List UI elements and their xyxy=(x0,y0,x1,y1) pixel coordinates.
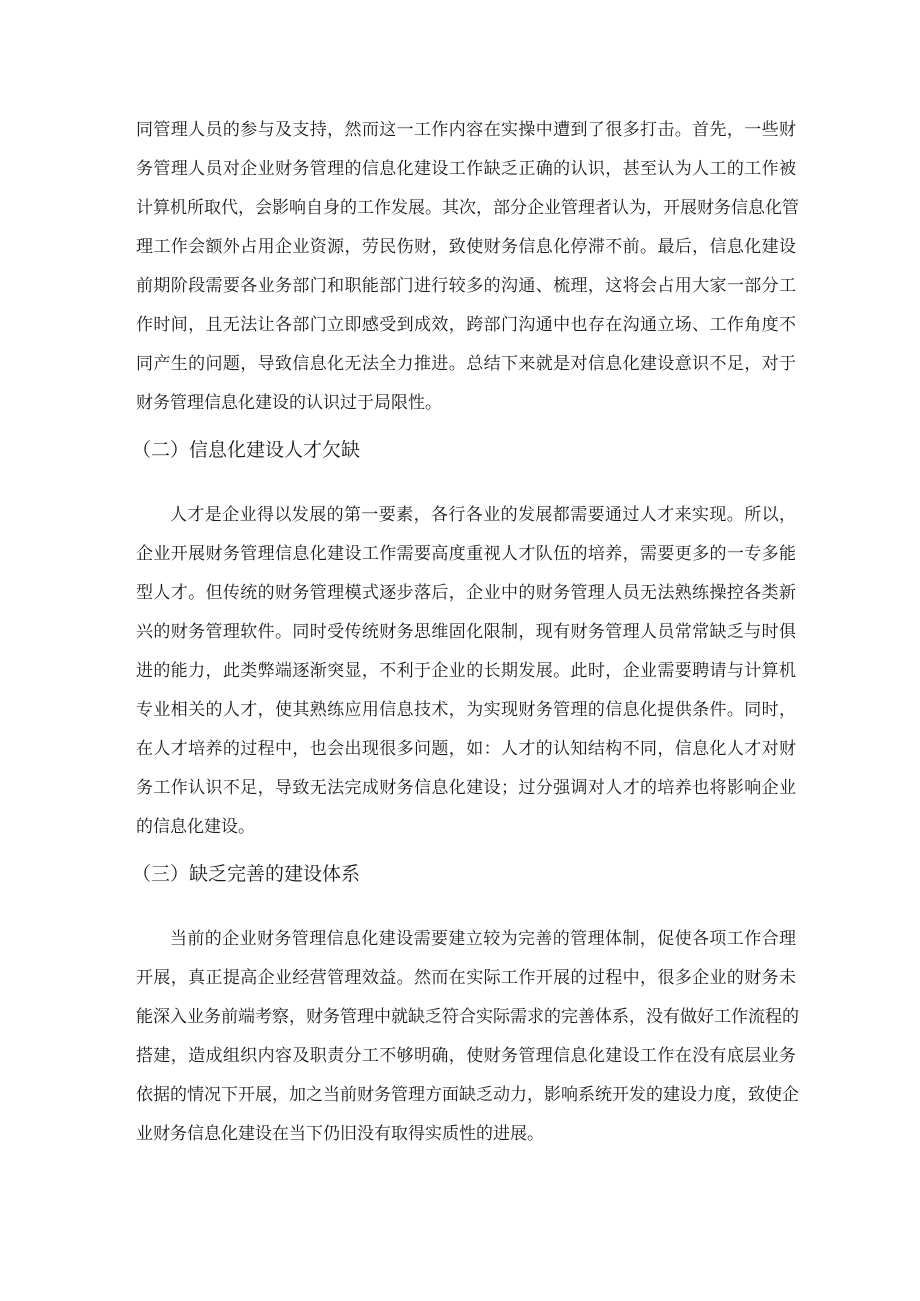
paragraph-line: 进的能力，此类弊端逐渐突显，不利于企业的长期发展。此时，企业需要聘请与计算机 xyxy=(136,661,796,681)
paragraph-line: 同管理人员的参与及支持，然而这一工作内容在实操中遭到了很多打击。首先，一些财 xyxy=(136,120,796,140)
paragraph-line: 开展，真正提高企业经营管理效益。然而在实际工作开展的过程中，很多企业的财务未 xyxy=(136,968,796,988)
paragraph-line: 当前的企业财务管理信息化建设需要建立较为完善的管理体制，促使各项工作合理 xyxy=(170,929,796,949)
paragraph-line: 务管理人员对企业财务管理的信息化建设工作缺乏正确的认识，甚至认为人工的工作被 xyxy=(136,159,796,179)
paragraph-line: 财务管理信息化建设的认识过于局限性。 xyxy=(136,393,442,413)
paragraph-line: 企业开展财务管理信息化建设工作需要高度重视人才队伍的培养，需要更多的一专多能 xyxy=(136,544,796,564)
paragraph-line: 前期阶段需要各业务部门和职能部门进行较多的沟通、梳理，这将会占用大家一部分工 xyxy=(136,276,796,296)
paragraph-line: 计算机所取代，会影响自身的工作发展。其次，部分企业管理者认为，开展财务信息化管 xyxy=(136,198,799,218)
paragraph-line: 人才是企业得以发展的第一要素，各行各业的发展都需要通过人才来实现。所以， xyxy=(170,505,796,525)
paragraph-line: 能深入业务前端考察，财务管理中就缺乏符合实际需求的完善体系，没有做好工作流程的 xyxy=(136,1007,799,1027)
paragraph-line: 兴的财务管理软件。同时受传统财务思维固化限制，现有财务管理人员常常缺乏与时俱 xyxy=(136,622,796,642)
paragraph-line: 专业相关的人才，使其熟练应用信息技术，为实现财务管理的信息化提供条件。同时， xyxy=(136,700,796,720)
paragraph-line: 在人才培养的过程中，也会出现很多问题，如：人才的认知结构不同，信息化人才对财 xyxy=(136,739,796,759)
section-heading-2: （二）信息化建设人才欠缺 xyxy=(132,439,361,461)
paragraph-line: 作时间，且无法让各部门立即感受到成效，跨部门沟通中也存在沟通立场、工作角度不 xyxy=(136,315,796,335)
section-heading-3: （三）缺乏完善的建设体系 xyxy=(132,863,361,885)
paragraph-line: 务工作认识不足，导致无法完成财务信息化建设；过分强调对人才的培养也将影响企业 xyxy=(136,778,796,798)
paragraph-line: 同产生的问题，导致信息化无法全力推进。总结下来就是对信息化建设意识不足，对于 xyxy=(136,354,796,374)
paragraph-line: 搭建，造成组织内容及职责分工不够明确，使财务管理信息化建设工作在没有底层业务 xyxy=(136,1046,796,1066)
paragraph-line: 业财务信息化建设在当下仍旧没有取得实质性的进展。 xyxy=(136,1124,544,1144)
paragraph-line: 型人才。但传统的财务管理模式逐步落后，企业中的财务管理人员无法熟练操控各类新 xyxy=(136,583,796,603)
paragraph-line: 依据的情况下开展，加之当前财务管理方面缺乏动力，影响系统开发的建设力度，致使企 xyxy=(136,1085,799,1105)
paragraph-line: 的信息化建设。 xyxy=(136,817,255,837)
paragraph-line: 理工作会额外占用企业资源，劳民伤财，致使财务信息化停滞不前。最后，信息化建设 xyxy=(136,237,796,257)
